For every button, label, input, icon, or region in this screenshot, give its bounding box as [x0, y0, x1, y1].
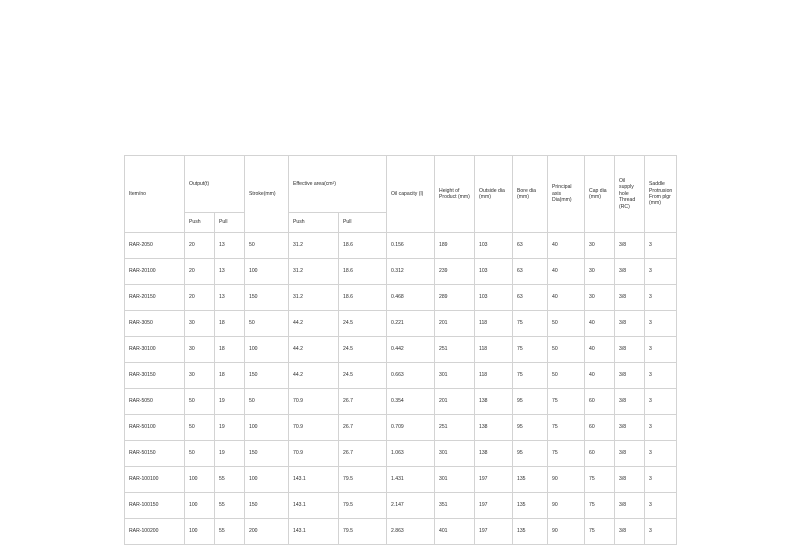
cell-item-no: RAR-100100 — [125, 467, 185, 493]
header-area-pull: Pull — [339, 213, 387, 233]
cell-height: 401 — [435, 519, 475, 545]
cell-output-pull: 55 — [215, 519, 245, 545]
cell-oil-capacity: 1.431 — [387, 467, 435, 493]
table-row — [125, 389, 677, 415]
cell-output-push: 100 — [185, 467, 215, 493]
cell-oil-supply-hole-thread: 3/8 — [615, 467, 645, 493]
cell-bore-dia: 75 — [513, 363, 548, 389]
header-output-push: Push — [185, 213, 215, 233]
cell-item-no: RAR-50100 — [125, 415, 185, 441]
header-area-push: Push — [289, 213, 339, 233]
cell-output-pull: 19 — [215, 389, 245, 415]
cell-output-pull: 55 — [215, 493, 245, 519]
cell-height: 301 — [435, 363, 475, 389]
cell-stroke: 150 — [245, 285, 289, 311]
header-output: Output(t) — [185, 156, 245, 213]
cell-area-pull: 24.5 — [339, 363, 387, 389]
header-principal-axis-dia: Principal axis Dia(mm) — [548, 156, 585, 233]
header-height-of-product: Height of Product (mm) — [435, 156, 475, 233]
table-row — [125, 337, 677, 363]
cell-outside-dia: 197 — [475, 493, 513, 519]
cell-principal-axis-dia: 50 — [548, 311, 585, 337]
cell-outside-dia: 138 — [475, 415, 513, 441]
header-cap-dia: Cap dia (mm) — [585, 156, 615, 233]
cell-item-no: RAR-3050 — [125, 311, 185, 337]
cell-outside-dia: 118 — [475, 337, 513, 363]
cell-stroke: 150 — [245, 363, 289, 389]
table-body — [125, 233, 677, 545]
cell-outside-dia: 197 — [475, 519, 513, 545]
table-row — [125, 493, 677, 519]
cell-cap-dia: 30 — [585, 259, 615, 285]
cell-stroke: 150 — [245, 493, 289, 519]
cell-saddle-protrusion: 3 — [645, 493, 677, 519]
cell-bore-dia: 75 — [513, 337, 548, 363]
cell-output-pull: 18 — [215, 363, 245, 389]
cell-stroke: 100 — [245, 467, 289, 493]
cell-stroke: 50 — [245, 389, 289, 415]
header-output-pull: Pull — [215, 213, 245, 233]
cell-area-push: 31.2 — [289, 285, 339, 311]
cell-outside-dia: 103 — [475, 285, 513, 311]
cell-item-no: RAR-30150 — [125, 363, 185, 389]
header-effective-area: Effective area(cm²) — [289, 156, 387, 213]
cell-area-pull: 79.5 — [339, 519, 387, 545]
cell-outside-dia: 138 — [475, 441, 513, 467]
cell-bore-dia: 135 — [513, 519, 548, 545]
header-outside-dia: Outside dia (mm) — [475, 156, 513, 233]
table-row — [125, 441, 677, 467]
cell-outside-dia: 118 — [475, 363, 513, 389]
cell-height: 201 — [435, 389, 475, 415]
cell-output-pull: 19 — [215, 441, 245, 467]
cell-principal-axis-dia: 50 — [548, 363, 585, 389]
cell-height: 201 — [435, 311, 475, 337]
cell-principal-axis-dia: 50 — [548, 337, 585, 363]
cell-height: 239 — [435, 259, 475, 285]
cell-bore-dia: 135 — [513, 467, 548, 493]
cell-area-push: 44.2 — [289, 363, 339, 389]
cell-saddle-protrusion: 3 — [645, 441, 677, 467]
table-header-row — [125, 156, 677, 213]
cell-output-pull: 19 — [215, 415, 245, 441]
cell-principal-axis-dia: 75 — [548, 441, 585, 467]
cell-height: 301 — [435, 467, 475, 493]
cell-principal-axis-dia: 40 — [548, 233, 585, 259]
cell-area-push: 70.9 — [289, 441, 339, 467]
cell-area-push: 143.1 — [289, 493, 339, 519]
cell-cap-dia: 60 — [585, 441, 615, 467]
cell-bore-dia: 135 — [513, 493, 548, 519]
cell-cap-dia: 30 — [585, 285, 615, 311]
cell-output-pull: 18 — [215, 337, 245, 363]
cell-outside-dia: 103 — [475, 259, 513, 285]
cell-area-push: 31.2 — [289, 259, 339, 285]
table-row — [125, 519, 677, 545]
cell-area-pull: 18.6 — [339, 233, 387, 259]
cell-stroke: 100 — [245, 415, 289, 441]
cell-oil-supply-hole-thread: 3/8 — [615, 285, 645, 311]
cell-principal-axis-dia: 90 — [548, 493, 585, 519]
cell-saddle-protrusion: 3 — [645, 311, 677, 337]
cell-saddle-protrusion: 3 — [645, 519, 677, 545]
cell-output-push: 20 — [185, 285, 215, 311]
cell-principal-axis-dia: 40 — [548, 259, 585, 285]
cell-saddle-protrusion: 3 — [645, 233, 677, 259]
cell-oil-supply-hole-thread: 3/8 — [615, 363, 645, 389]
cell-area-pull: 26.7 — [339, 415, 387, 441]
cell-bore-dia: 95 — [513, 415, 548, 441]
cell-cap-dia: 75 — [585, 493, 615, 519]
cell-outside-dia: 118 — [475, 311, 513, 337]
table-row — [125, 233, 677, 259]
cell-area-push: 143.1 — [289, 519, 339, 545]
cell-output-push: 30 — [185, 337, 215, 363]
cell-oil-capacity: 0.221 — [387, 311, 435, 337]
table-row — [125, 259, 677, 285]
cell-item-no: RAR-2050 — [125, 233, 185, 259]
cell-oil-capacity: 2.863 — [387, 519, 435, 545]
cell-oil-supply-hole-thread: 3/8 — [615, 493, 645, 519]
cell-saddle-protrusion: 3 — [645, 337, 677, 363]
cell-item-no: RAR-100150 — [125, 493, 185, 519]
cell-principal-axis-dia: 75 — [548, 415, 585, 441]
cell-output-push: 20 — [185, 259, 215, 285]
cell-cap-dia: 60 — [585, 389, 615, 415]
cell-item-no: RAR-100200 — [125, 519, 185, 545]
cell-saddle-protrusion: 3 — [645, 259, 677, 285]
cell-stroke: 50 — [245, 311, 289, 337]
cell-output-pull: 13 — [215, 285, 245, 311]
cell-saddle-protrusion: 3 — [645, 285, 677, 311]
cell-height: 251 — [435, 337, 475, 363]
cell-principal-axis-dia: 75 — [548, 389, 585, 415]
cell-saddle-protrusion: 3 — [645, 363, 677, 389]
cell-saddle-protrusion: 3 — [645, 389, 677, 415]
table-row — [125, 363, 677, 389]
cell-area-pull: 18.6 — [339, 285, 387, 311]
cell-cap-dia: 40 — [585, 337, 615, 363]
table-row — [125, 285, 677, 311]
cell-output-push: 50 — [185, 415, 215, 441]
cell-oil-supply-hole-thread: 3/8 — [615, 415, 645, 441]
cell-bore-dia: 75 — [513, 311, 548, 337]
cell-cap-dia: 60 — [585, 415, 615, 441]
cell-item-no: RAR-50150 — [125, 441, 185, 467]
cell-stroke: 200 — [245, 519, 289, 545]
cell-saddle-protrusion: 3 — [645, 467, 677, 493]
cell-height: 251 — [435, 415, 475, 441]
cell-oil-supply-hole-thread: 3/8 — [615, 311, 645, 337]
cell-height: 301 — [435, 441, 475, 467]
cell-item-no: RAR-30100 — [125, 337, 185, 363]
cell-oil-capacity: 0.709 — [387, 415, 435, 441]
cell-oil-capacity: 0.354 — [387, 389, 435, 415]
cell-height: 351 — [435, 493, 475, 519]
cell-bore-dia: 63 — [513, 285, 548, 311]
cell-area-push: 44.2 — [289, 337, 339, 363]
cell-area-push: 44.2 — [289, 311, 339, 337]
cell-cap-dia: 75 — [585, 467, 615, 493]
cell-saddle-protrusion: 3 — [645, 415, 677, 441]
cell-output-push: 30 — [185, 311, 215, 337]
cell-oil-supply-hole-thread: 3/8 — [615, 519, 645, 545]
header-oil-supply-hole-thread: Oil supply hole Thread (RC) — [615, 156, 645, 233]
header-stroke: Stroke(mm) — [245, 156, 289, 233]
cell-output-push: 30 — [185, 363, 215, 389]
cell-stroke: 100 — [245, 337, 289, 363]
cell-oil-capacity: 2.147 — [387, 493, 435, 519]
cell-stroke: 150 — [245, 441, 289, 467]
cell-item-no: RAR-20100 — [125, 259, 185, 285]
cell-output-push: 100 — [185, 519, 215, 545]
cell-bore-dia: 63 — [513, 259, 548, 285]
cell-oil-capacity: 0.663 — [387, 363, 435, 389]
cell-area-push: 70.9 — [289, 389, 339, 415]
cell-stroke: 50 — [245, 233, 289, 259]
cell-output-pull: 13 — [215, 259, 245, 285]
cell-principal-axis-dia: 40 — [548, 285, 585, 311]
cell-oil-capacity: 0.468 — [387, 285, 435, 311]
cell-cap-dia: 75 — [585, 519, 615, 545]
cell-height: 189 — [435, 233, 475, 259]
cell-area-pull: 26.7 — [339, 389, 387, 415]
specification-table-container — [124, 155, 676, 545]
cell-area-pull: 24.5 — [339, 311, 387, 337]
header-item-no: Item/no — [125, 156, 185, 233]
cell-output-push: 50 — [185, 441, 215, 467]
cell-oil-supply-hole-thread: 3/8 — [615, 233, 645, 259]
cell-cap-dia: 40 — [585, 311, 615, 337]
cell-oil-supply-hole-thread: 3/8 — [615, 441, 645, 467]
cell-principal-axis-dia: 90 — [548, 519, 585, 545]
cell-cap-dia: 30 — [585, 233, 615, 259]
cell-outside-dia: 197 — [475, 467, 513, 493]
cell-height: 289 — [435, 285, 475, 311]
header-bore-dia: Bore dia (mm) — [513, 156, 548, 233]
cell-area-pull: 24.5 — [339, 337, 387, 363]
cell-output-push: 20 — [185, 233, 215, 259]
table-row — [125, 415, 677, 441]
header-saddle-protrusion: Saddle Protrusion From plgr (mm) — [645, 156, 677, 233]
cell-output-pull: 18 — [215, 311, 245, 337]
cell-area-pull: 26.7 — [339, 441, 387, 467]
cell-area-pull: 18.6 — [339, 259, 387, 285]
cell-item-no: RAR-20150 — [125, 285, 185, 311]
table-row — [125, 311, 677, 337]
cell-oil-capacity: 0.442 — [387, 337, 435, 363]
cell-output-pull: 55 — [215, 467, 245, 493]
cell-oil-capacity: 1.063 — [387, 441, 435, 467]
cell-outside-dia: 138 — [475, 389, 513, 415]
header-oil-capacity: Oil capacity (l) — [387, 156, 435, 233]
cell-area-pull: 79.5 — [339, 467, 387, 493]
cell-item-no: RAR-5050 — [125, 389, 185, 415]
cell-area-push: 70.9 — [289, 415, 339, 441]
cell-area-push: 31.2 — [289, 233, 339, 259]
cell-output-pull: 13 — [215, 233, 245, 259]
cell-outside-dia: 103 — [475, 233, 513, 259]
cell-oil-capacity: 0.312 — [387, 259, 435, 285]
cell-principal-axis-dia: 90 — [548, 467, 585, 493]
cell-oil-supply-hole-thread: 3/8 — [615, 337, 645, 363]
cell-oil-supply-hole-thread: 3/8 — [615, 259, 645, 285]
cell-stroke: 100 — [245, 259, 289, 285]
cell-output-push: 100 — [185, 493, 215, 519]
cell-bore-dia: 63 — [513, 233, 548, 259]
cell-area-push: 143.1 — [289, 467, 339, 493]
specification-table — [124, 155, 677, 545]
cell-area-pull: 79.5 — [339, 493, 387, 519]
cell-bore-dia: 95 — [513, 389, 548, 415]
cell-bore-dia: 95 — [513, 441, 548, 467]
cell-output-push: 50 — [185, 389, 215, 415]
table-row — [125, 467, 677, 493]
cell-oil-capacity: 0.156 — [387, 233, 435, 259]
table-header — [125, 156, 677, 233]
cell-oil-supply-hole-thread: 3/8 — [615, 389, 645, 415]
cell-cap-dia: 40 — [585, 363, 615, 389]
